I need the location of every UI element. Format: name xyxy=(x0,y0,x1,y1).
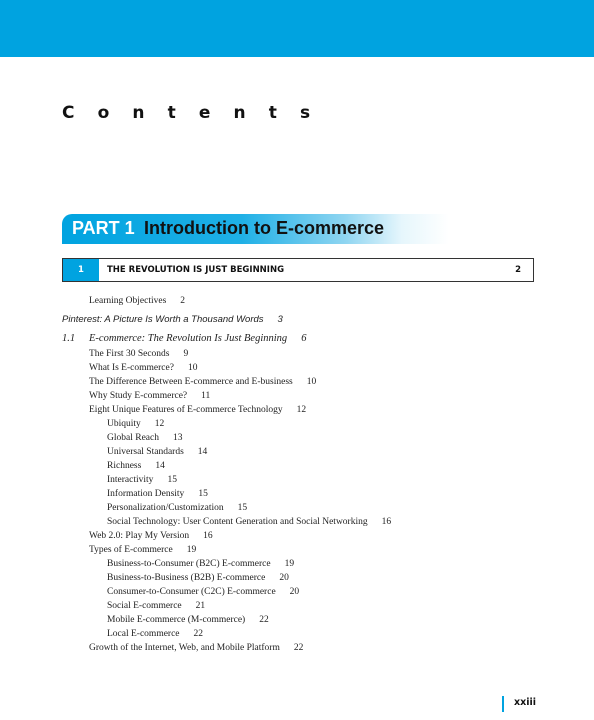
toc-subentry xyxy=(107,475,177,485)
toc-entry-title: Interactivity xyxy=(107,475,154,485)
toc-entry-page: 16 xyxy=(203,531,213,541)
part-label: PART 1 xyxy=(72,218,135,238)
toc-entry-title: Personalization/Customization xyxy=(107,503,224,513)
toc-subentry xyxy=(107,461,165,471)
toc-entry-title: Business-to-Business (B2B) E-commerce xyxy=(107,573,266,583)
toc-entry-title: Growth of the Internet, Web, and Mobile Platform xyxy=(89,643,280,653)
toc-feature-entry xyxy=(62,314,283,325)
toc-entry-page: 14 xyxy=(155,461,165,471)
toc-entry xyxy=(89,363,197,373)
toc-entry-page: 15 xyxy=(237,503,248,513)
chapter-number: 1 xyxy=(63,259,99,281)
toc-entry-title: Types of E-commerce xyxy=(89,545,173,555)
toc-entry-page: 11 xyxy=(201,391,211,401)
toc-entry xyxy=(89,643,303,653)
toc-subentry xyxy=(107,629,203,639)
top-color-band xyxy=(0,0,594,57)
toc-entry-page: 2 xyxy=(180,296,186,306)
toc-section-entry xyxy=(62,333,306,344)
toc-entry-title: Universal Standards xyxy=(107,447,184,457)
toc-entry-page: 20 xyxy=(289,587,300,597)
toc-section-number: 1.1 xyxy=(62,333,76,344)
toc-entry-title: Social Technology: User Content Generation and Social Networking xyxy=(107,517,368,527)
toc-entry xyxy=(89,391,210,401)
toc-entry-title: Why Study E-commerce? xyxy=(89,391,188,401)
toc-subentry xyxy=(107,447,207,457)
toc-entry-title: Learning Objectives xyxy=(89,296,167,306)
toc-entry-title: The First 30 Seconds xyxy=(89,349,170,359)
toc-entry-title: Ubiquity xyxy=(107,419,141,429)
toc-entry-title: Mobile E-commerce (M-commerce) xyxy=(107,615,246,625)
toc-entry xyxy=(89,531,213,541)
chapter-page-number: 2 xyxy=(515,265,521,275)
toc-subentry xyxy=(107,503,247,513)
toc-entry-title: Information Density xyxy=(107,489,185,499)
toc-subentry xyxy=(107,489,208,499)
toc-entry-page: 13 xyxy=(172,433,183,443)
toc-entry xyxy=(89,405,306,415)
toc-entry xyxy=(89,545,196,555)
toc-subentry xyxy=(107,587,299,597)
toc-entry-title: Business-to-Consumer (B2C) E-commerce xyxy=(107,559,271,569)
toc-entry-page: 14 xyxy=(197,447,208,457)
toc-entry-page: 9 xyxy=(183,349,189,359)
toc-subentry xyxy=(107,573,289,583)
chapter-title: THE REVOLUTION IS JUST BEGINNING xyxy=(107,265,285,275)
page-folio: xxiii xyxy=(514,697,537,708)
toc-entry-page: 12 xyxy=(296,405,307,415)
toc-entry-page: 22 xyxy=(259,615,269,625)
toc-entry-page: 3 xyxy=(277,314,283,325)
toc-entry xyxy=(89,296,185,306)
toc-entry-page: 10 xyxy=(187,363,198,373)
toc-entry-title: Pinterest: A Picture Is Worth a Thousand Words xyxy=(62,314,264,325)
part-title: Introduction to E-commerce xyxy=(144,218,385,238)
toc-subentry xyxy=(107,433,182,443)
toc-entry-page: 15 xyxy=(198,489,208,499)
toc-entry-page: 20 xyxy=(279,573,289,583)
footer-accent-rule xyxy=(502,696,504,712)
toc-entry-page: 19 xyxy=(186,545,197,555)
toc-entry xyxy=(89,377,316,387)
toc-entry-title: Eight Unique Features of E-commerce Technology xyxy=(89,405,283,415)
toc-entry xyxy=(89,349,188,359)
toc-entry-page: 6 xyxy=(301,333,307,344)
toc-entry-title: E-commerce: The Revolution Is Just Beginning xyxy=(89,333,288,344)
toc-entry-title: Web 2.0: Play My Version xyxy=(89,531,190,541)
toc-entry-title: The Difference Between E-commerce and E-business xyxy=(89,377,293,387)
toc-entry-title: Richness xyxy=(107,461,142,471)
toc-subentry xyxy=(107,559,294,569)
toc-entry-title: What Is E-commerce? xyxy=(89,363,174,373)
toc-subentry xyxy=(107,615,269,625)
toc-entry-title: Local E-commerce xyxy=(107,629,180,639)
toc-subentry xyxy=(107,517,391,527)
toc-entry-page: 15 xyxy=(167,475,177,485)
toc-entry-title: Consumer-to-Consumer (C2C) E-commerce xyxy=(107,587,276,597)
part-banner xyxy=(62,214,534,244)
toc-subentry xyxy=(107,601,205,611)
toc-entry-page: 12 xyxy=(154,419,165,429)
toc-entry-title: Social E-commerce xyxy=(107,601,182,611)
chapter-heading-box xyxy=(62,258,534,282)
toc-entry-page: 19 xyxy=(284,559,295,569)
toc-subentry xyxy=(107,419,164,429)
toc-entry-title: Global Reach xyxy=(107,433,159,443)
toc-entry-page: 21 xyxy=(195,601,206,611)
toc-entry-page: 16 xyxy=(381,517,392,527)
toc-entry-page: 22 xyxy=(193,629,204,639)
contents-heading: C o n t e n t s xyxy=(62,103,319,123)
toc-entry-page: 10 xyxy=(306,377,317,387)
toc-entry-page: 22 xyxy=(293,643,304,653)
